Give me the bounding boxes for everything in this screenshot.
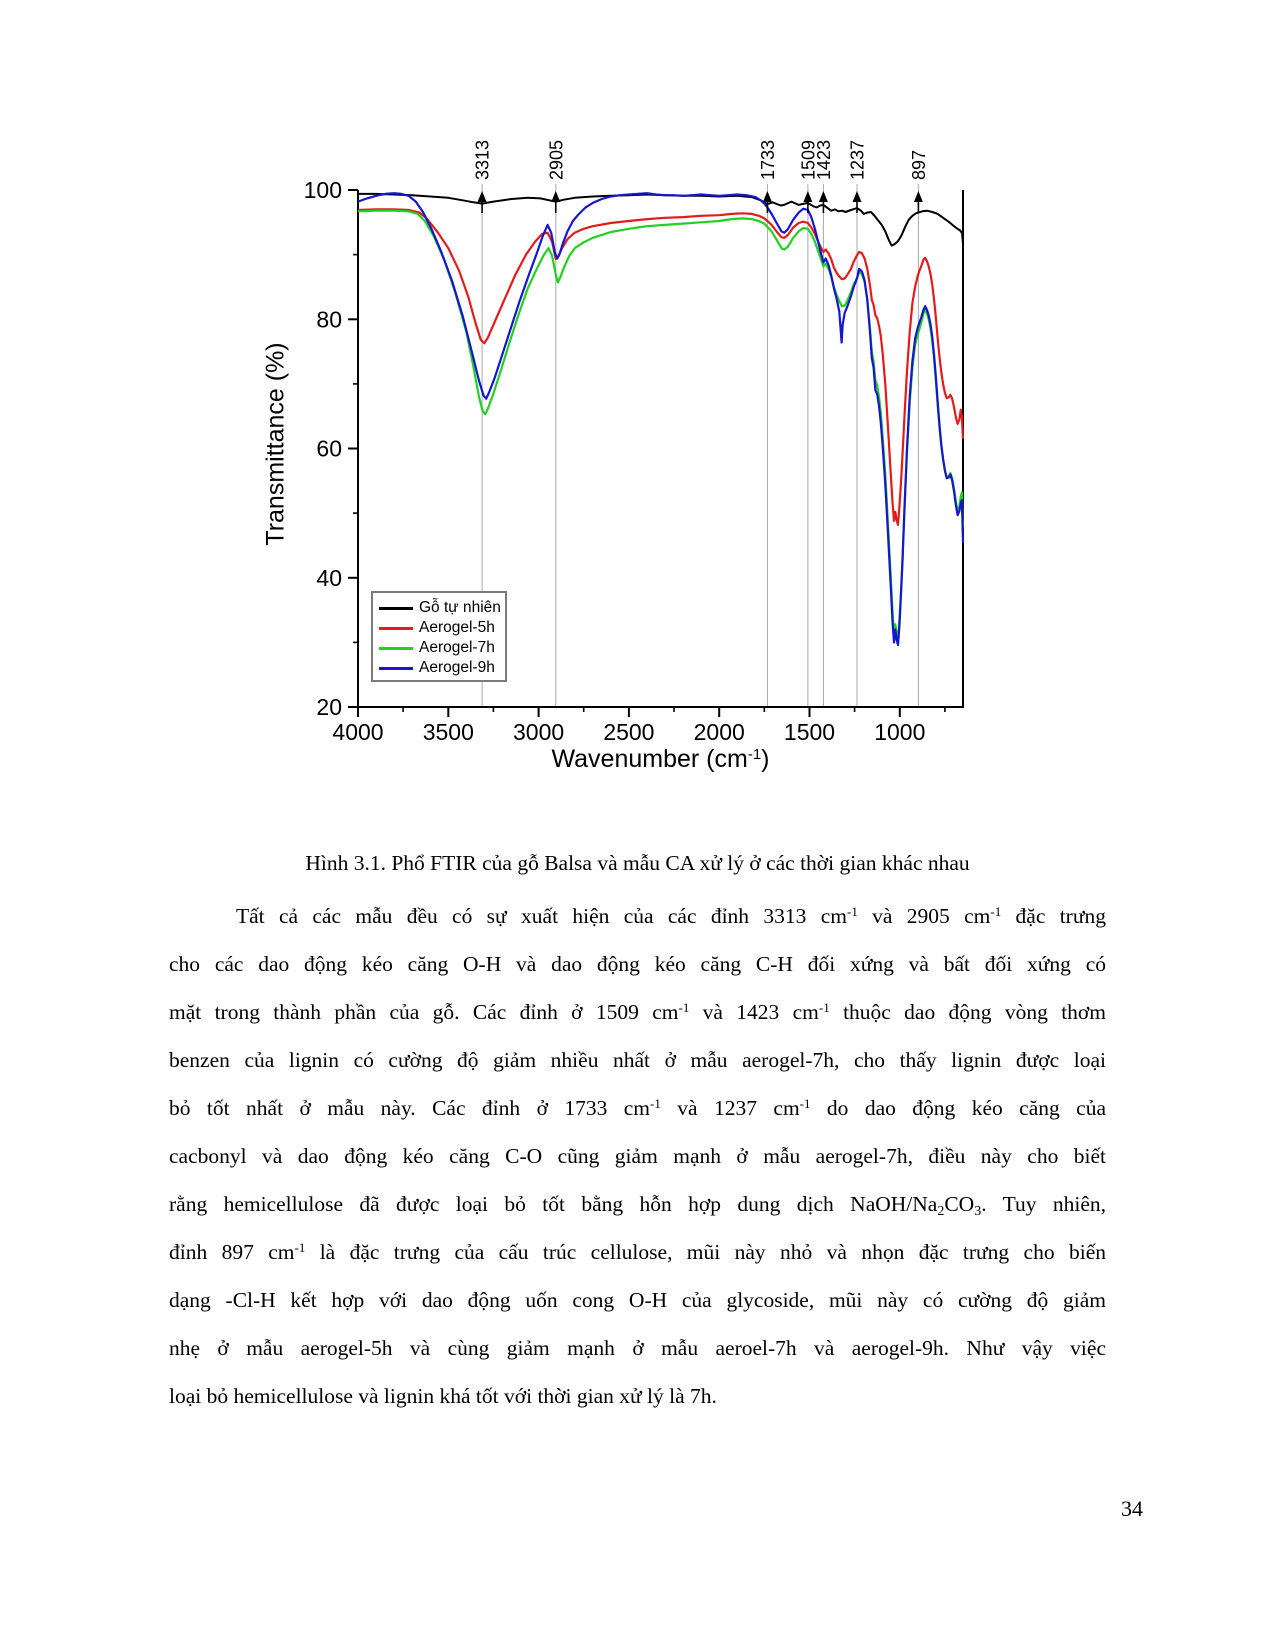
paragraph-line <box>169 1228 1106 1276</box>
y-tick-label: 40 <box>316 564 342 591</box>
peak-label: 2905 <box>546 139 567 180</box>
y-tick-label: 100 <box>303 177 342 203</box>
paragraph-line <box>169 940 1106 988</box>
text-run: cacbonyl và dao động kéo căng C-O cũng giảm mạnh ở mẫu aerogel-7h, điều này cho biết <box>169 1144 1106 1168</box>
text-run: cho các dao động kéo căng O-H và dao động kéo căng C-H đối xứng và bất đối xứng có <box>169 952 1106 976</box>
paragraph-line <box>169 1180 1106 1228</box>
text-run: đỉnh 897 cm <box>169 1240 295 1264</box>
text-run: Wavenumber (cm <box>551 745 748 773</box>
text-sup: -1 <box>294 1240 306 1255</box>
legend-item <box>379 618 500 638</box>
legend-label: Aerogel-7h <box>419 639 495 656</box>
y-tick-label: 60 <box>316 435 342 462</box>
legend-label: Gỗ tự nhiên <box>419 599 501 616</box>
text-sup: -1 <box>678 1000 690 1015</box>
legend-item <box>379 638 500 658</box>
x-tick-label: 1000 <box>874 719 926 745</box>
legend-item <box>379 658 500 678</box>
text-run: và 2905 cm <box>857 904 991 928</box>
text-sup: -1 <box>650 1096 661 1111</box>
paragraph-line <box>169 1036 1106 1084</box>
y-tick-label: 20 <box>316 694 342 720</box>
paragraph-line <box>169 1324 1106 1372</box>
text-run: Tất cả các mẫu đều có sự xuất hiện của các đỉnh 3313 cm <box>236 904 847 928</box>
text-run: rằng hemicellulose đã được loại bỏ tốt bằng hỗn hợp dung dịch NaOH/Na <box>169 1192 938 1216</box>
peak-label: 1423 <box>813 139 834 180</box>
x-tick-label: 4000 <box>332 719 384 745</box>
text-sup: -1 <box>846 904 858 919</box>
legend-item <box>379 598 500 618</box>
text-run: thuộc dao động vòng thơm <box>829 1000 1107 1024</box>
y-tick-label: 80 <box>316 306 342 333</box>
peak-label: 1237 <box>847 139 868 180</box>
figure-caption: Hình 3.1. Phổ FTIR của gỗ Balsa và mẫu CA xử lý ở các thời gian khác nhau <box>305 851 970 875</box>
text-run: benzen của lignin có cường độ giảm nhiều nhất ở mẫu aerogel-7h, cho thấy lignin được loại <box>169 1048 1106 1072</box>
paragraph-line <box>169 988 1106 1036</box>
ftir-plot-svg <box>250 110 980 790</box>
legend-label: Aerogel-5h <box>419 619 495 636</box>
peak-arrow-head <box>763 191 772 202</box>
body-paragraph <box>169 892 1106 1420</box>
spectrum-curve <box>358 193 963 645</box>
paragraph-line <box>169 1132 1106 1180</box>
text-run: CO <box>944 1192 975 1216</box>
peak-label: 897 <box>908 149 929 180</box>
text-run: đặc trưng <box>1001 904 1106 928</box>
paragraph-line <box>169 1372 1106 1420</box>
peak-arrow-head <box>478 191 487 202</box>
legend-line-swatch <box>379 627 413 630</box>
text-run: . Tuy nhiên, <box>981 1192 1106 1216</box>
legend-line-swatch <box>379 647 413 650</box>
x-tick-label: 1500 <box>783 719 836 745</box>
peak-label: 3313 <box>472 139 493 180</box>
text-sub: 2 <box>937 1204 945 1219</box>
ftir-chart <box>250 110 980 790</box>
paragraph-line <box>169 1276 1106 1324</box>
x-tick-label: 3000 <box>513 719 565 745</box>
text-run: nhẹ ở mẫu aerogel-5h và cùng giảm mạnh ở mẫu aeroel-7h và aerogel-9h. Như vậy việc <box>169 1336 1106 1360</box>
text-run: là đặc trưng của cấu trúc cellulose, mũi này nhỏ và nhọn đặc trưng cho biến <box>305 1240 1106 1264</box>
peak-arrow-head <box>551 191 560 202</box>
x-tick-label: 2000 <box>693 719 745 745</box>
legend-line-swatch <box>379 667 413 670</box>
peak-arrow-head <box>819 191 828 202</box>
text-run: và 1237 cm <box>660 1096 800 1120</box>
text-run: và 1423 cm <box>689 1000 819 1024</box>
paragraph-line <box>169 1084 1106 1132</box>
x-axis-title <box>358 745 963 774</box>
x-tick-label: 3500 <box>422 719 474 745</box>
legend-label: Aerogel-9h <box>419 659 495 676</box>
peak-arrow-head <box>852 191 861 202</box>
chart-legend <box>371 591 507 682</box>
text-run: mặt trong thành phần của gỗ. Các đỉnh ở 1509 cm <box>169 1000 679 1024</box>
paragraph-line <box>169 892 1106 940</box>
peak-label: 1733 <box>757 139 778 180</box>
peak-arrow-head <box>803 191 812 202</box>
text-run: loại bỏ hemicellulose và lignin khá tốt với thời gian xử lý là 7h. <box>169 1384 717 1408</box>
text-sup: -1 <box>990 904 1002 919</box>
text-sup: -1 <box>747 746 762 763</box>
page-number: 34 <box>1121 1496 1143 1521</box>
legend-line-swatch <box>379 607 413 610</box>
text-run: do dao động kéo căng của <box>810 1096 1106 1120</box>
x-tick-label: 2500 <box>603 719 655 745</box>
spectrum-curve <box>358 194 963 246</box>
text-sub: 3 <box>974 1204 982 1219</box>
y-axis-title: Transmittance (%) <box>261 342 290 546</box>
text-sup: -1 <box>818 1000 830 1015</box>
text-sup: -1 <box>799 1096 811 1111</box>
text-run: dạng -Cl-H kết hợp với dao động uốn cong O-H của glycoside, mũi này có cường độ giảm <box>169 1288 1106 1312</box>
peak-label: 1509 <box>798 139 819 180</box>
text-run: bỏ tốt nhất ở mẫu này. Các đỉnh ở 1733 cm <box>169 1096 651 1120</box>
spectrum-curve <box>358 209 963 524</box>
peak-arrow-head <box>914 191 923 202</box>
text-run: ) <box>761 745 770 773</box>
